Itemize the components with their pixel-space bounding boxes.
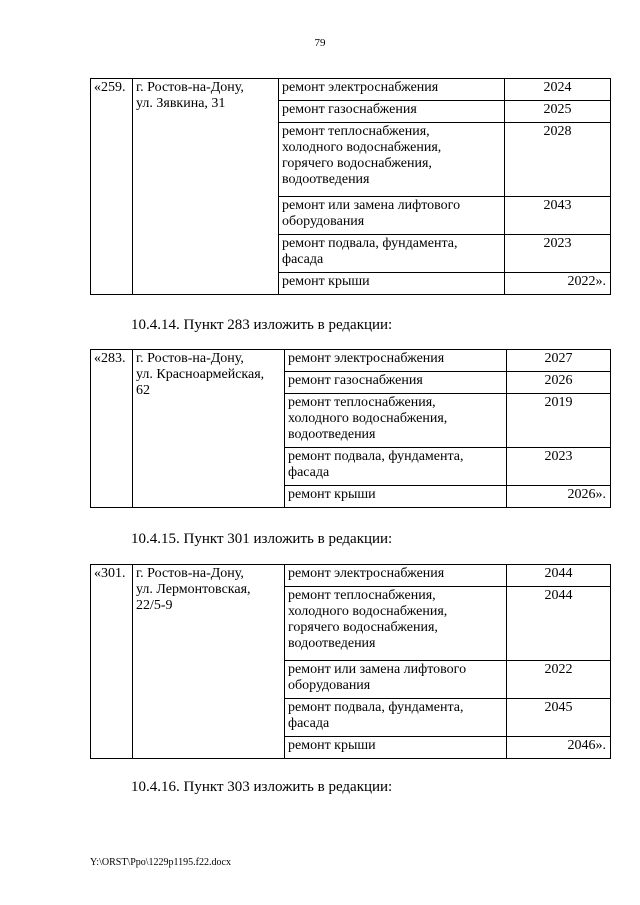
year-cell: 2028 [505,123,611,197]
work-type-line: ремонт газоснабжения [282,102,417,117]
work-type-cell [285,661,507,699]
address-line: г. Ростов-на-Дону, [136,351,244,366]
table-row [91,565,611,587]
year-cell: 2045 [507,699,611,737]
year-cell: 2027 [507,350,611,372]
work-type-line: ремонт электроснабжения [282,80,439,95]
address-cell [133,350,285,508]
work-type-line: ремонт крыши [282,274,370,289]
work-type-line: холодного водоснабжения, [288,604,448,619]
work-type-cell [279,197,505,235]
year-cell: 2044 [507,565,611,587]
work-type-line: ремонт теплоснабжения, [288,395,436,410]
year-cell: 2022». [505,273,611,295]
footer-file-path: Y:\ORST\Ppo\1229p1195.f22.docx [90,857,231,868]
amendment-table-259 [90,78,611,295]
work-type-line: ремонт электроснабжения [288,351,445,366]
instruction-item-10-4-15: 10.4.15. Пункт 301 изложить в редакции: [131,531,393,547]
work-type-cell [285,587,507,661]
work-type-line: водоотведения [288,427,376,442]
address-line: г. Ростов-на-Дону, [136,80,244,95]
work-type-cell [285,448,507,486]
year-cell: 2022 [507,661,611,699]
work-type-line: ремонт или замена лифтового [288,662,467,677]
address-line: 62 [136,383,150,398]
instruction-item-10-4-14: 10.4.14. Пункт 283 изложить в редакции: [131,317,393,333]
address-line: ул. Зявкина, 31 [136,96,226,111]
work-type-cell [285,737,507,759]
work-type-line: фасада [282,252,324,267]
work-type-cell [279,273,505,295]
year-cell: 2025 [505,101,611,123]
work-type-line: горячего водоснабжения, [288,620,438,635]
instruction-item-10-4-16: 10.4.16. Пункт 303 изложить в редакции: [131,779,393,795]
work-type-cell [285,350,507,372]
table-row [91,350,611,372]
work-type-cell [285,372,507,394]
work-type-line: ремонт теплоснабжения, [282,124,430,139]
address-line: г. Ростов-на-Дону, [136,566,244,581]
item-number: «301. [91,565,133,759]
item-number: «283. [91,350,133,508]
work-type-line: фасада [288,716,330,731]
work-type-cell [285,394,507,448]
year-cell: 2026». [507,486,611,508]
work-type-cell [279,235,505,273]
year-cell: 2026 [507,372,611,394]
work-type-line: ремонт крыши [288,738,376,753]
address-line: 22/5-9 [136,598,173,613]
item-number: «259. [91,79,133,295]
address-line: ул. Красноармейская, [136,367,265,382]
amendment-table-283 [90,349,611,508]
work-type-cell [279,123,505,197]
page-number: 79 [314,37,326,49]
work-type-line: оборудования [282,214,365,229]
year-cell: 2043 [505,197,611,235]
work-type-line: водоотведения [288,636,376,651]
table-row [91,79,611,101]
amendment-table-301 [90,564,611,759]
work-type-line: холодного водоснабжения, [288,411,448,426]
work-type-cell [285,565,507,587]
work-type-line: горячего водоснабжения, [282,156,432,171]
work-type-cell [279,79,505,101]
work-type-line: фасада [288,465,330,480]
work-type-line: ремонт подвала, фундамента, [282,236,458,251]
work-type-cell [279,101,505,123]
work-type-line: ремонт подвала, фундамента, [288,449,464,464]
work-type-line: ремонт или замена лифтового [282,198,461,213]
work-type-line: ремонт крыши [288,487,376,502]
year-cell: 2023 [505,235,611,273]
year-cell: 2023 [507,448,611,486]
work-type-line: водоотведения [282,172,370,187]
address-cell [133,79,279,295]
work-type-cell [285,486,507,508]
address-line: ул. Лермонтовская, [136,582,251,597]
work-type-line: ремонт теплоснабжения, [288,588,436,603]
year-cell: 2044 [507,587,611,661]
work-type-line: ремонт подвала, фундамента, [288,700,464,715]
work-type-line: ремонт газоснабжения [288,373,423,388]
year-cell: 2019 [507,394,611,448]
address-cell [133,565,285,759]
year-cell: 2024 [505,79,611,101]
year-cell: 2046». [507,737,611,759]
work-type-line: оборудования [288,678,371,693]
work-type-cell [285,699,507,737]
work-type-line: ремонт электроснабжения [288,566,445,581]
work-type-line: холодного водоснабжения, [282,140,442,155]
